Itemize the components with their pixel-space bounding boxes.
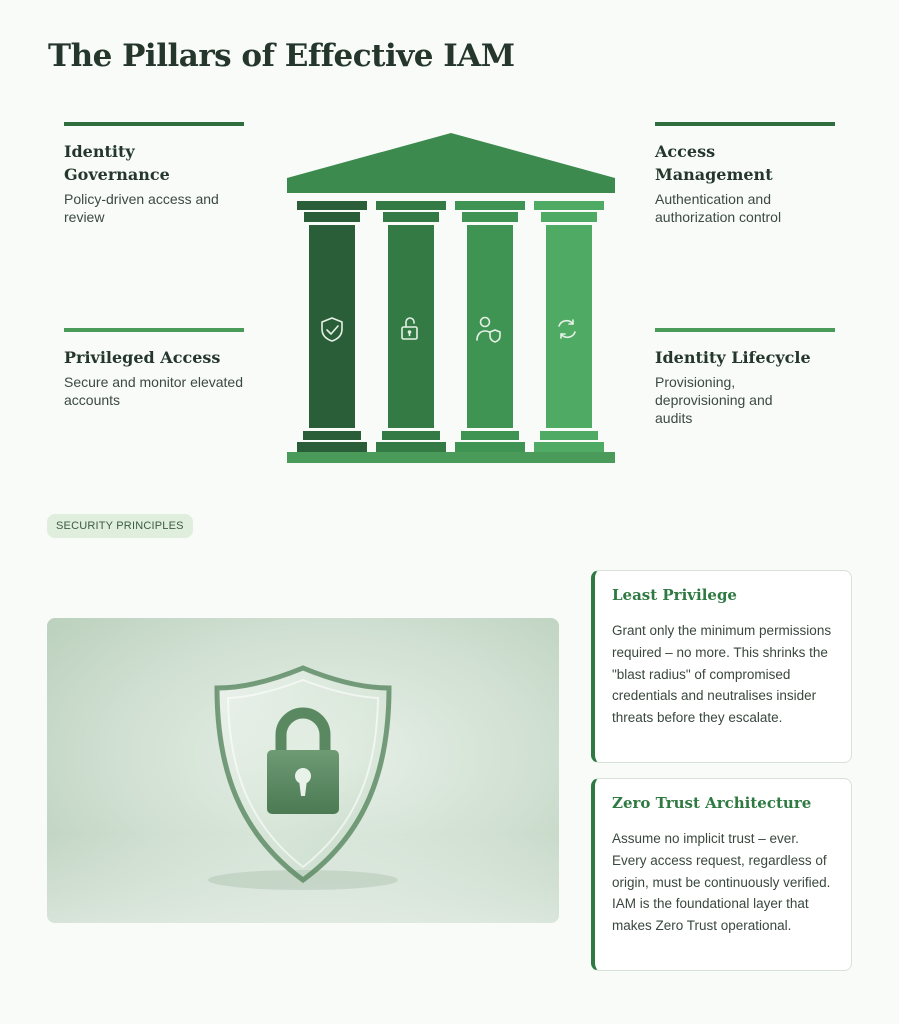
divider [655,328,835,332]
pillar-card-identity-lifecycle [655,328,835,427]
divider [655,122,835,126]
divider [64,328,244,332]
pillar-title-line2: Governance [64,165,170,184]
pillar-column-1 [297,201,367,452]
shield-lock-icon [47,618,559,923]
pillar-card-identity-governance [64,122,244,226]
temple-roof [287,133,615,178]
pillar-title [64,140,244,186]
principle-body: Assume no implicit trust – ever. Every access request, regardless of origin, must be continuously verified. IAM is the foundational layer that makes Zero Trust operational. [612,831,831,934]
section-tag: SECURITY PRINCIPLES [47,514,193,538]
pillar-description: Authentication and authorization control [655,191,782,225]
page-title: The Pillars of Effective IAM [48,38,515,74]
pillar-title: Privileged Access [64,348,221,367]
principle-title: Zero Trust Architecture [612,794,812,812]
pillar-description: Provisioning, deprovisioning and audits [655,374,773,426]
divider [64,122,244,126]
pillar-description: Policy-driven access and review [64,191,219,225]
principle-card-zero-trust [591,778,852,971]
pillar-title [655,140,835,186]
pillar-card-privileged-access [64,328,244,409]
shield-lock-image [47,618,559,923]
temple-diagram [285,130,617,465]
pillar-title-line2: Management [655,165,773,184]
pillar-card-access-management [655,122,835,226]
pillar-column-4 [534,201,604,452]
pillar-description: Secure and monitor elevated accounts [64,374,243,408]
temple-base [287,452,615,463]
pillar-title-line1: Access [655,142,716,161]
principle-card-least-privilege [591,570,852,763]
principle-title: Least Privilege [612,586,737,604]
pillar-title: Identity Lifecycle [655,348,811,367]
pillar-title-line1: Identity [64,142,135,161]
principle-body: Grant only the minimum permissions required – no more. This shrinks the "blast radius" of compromised credentials and neutralises insider threats before they escalate. [612,623,832,726]
pillar-column-3 [455,201,525,452]
temple-entablature [287,178,615,193]
